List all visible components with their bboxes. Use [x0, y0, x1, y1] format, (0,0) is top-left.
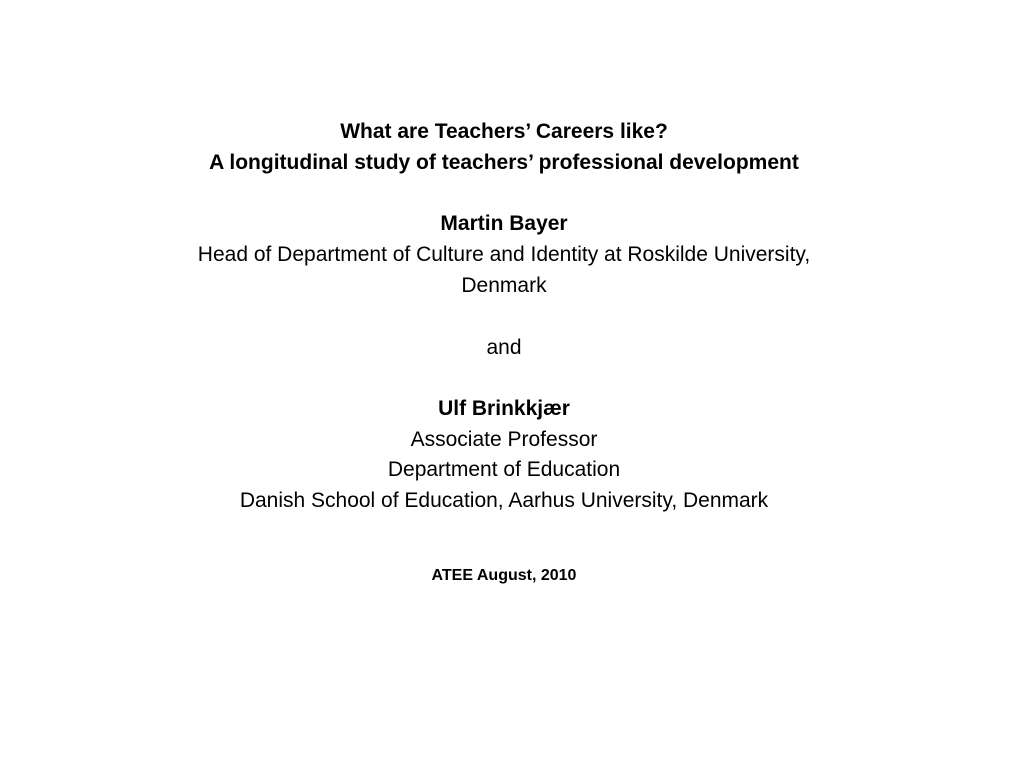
author-2-institution: Danish School of Education, Aarhus University, Denmark — [239, 489, 769, 512]
slide-title-line-1: What are Teachers’ Careers like? — [340, 120, 668, 143]
author-2-position: Associate Professor — [410, 428, 598, 451]
author-1-name: Martin Bayer — [440, 212, 568, 235]
author-2-department: Department of Education — [387, 458, 621, 481]
conjunction-text: and — [486, 336, 522, 359]
slide-title-line-2: A longitudinal study of teachers’ professional development — [209, 151, 799, 174]
author-1-affiliation-line-1: Head of Department of Culture and Identity at Roskilde University, — [197, 243, 811, 266]
event-date: ATEE August, 2010 — [431, 567, 577, 584]
author-2-name: Ulf Brinkkjær — [438, 397, 570, 420]
author-1-affiliation-line-2: Denmark — [461, 274, 547, 297]
